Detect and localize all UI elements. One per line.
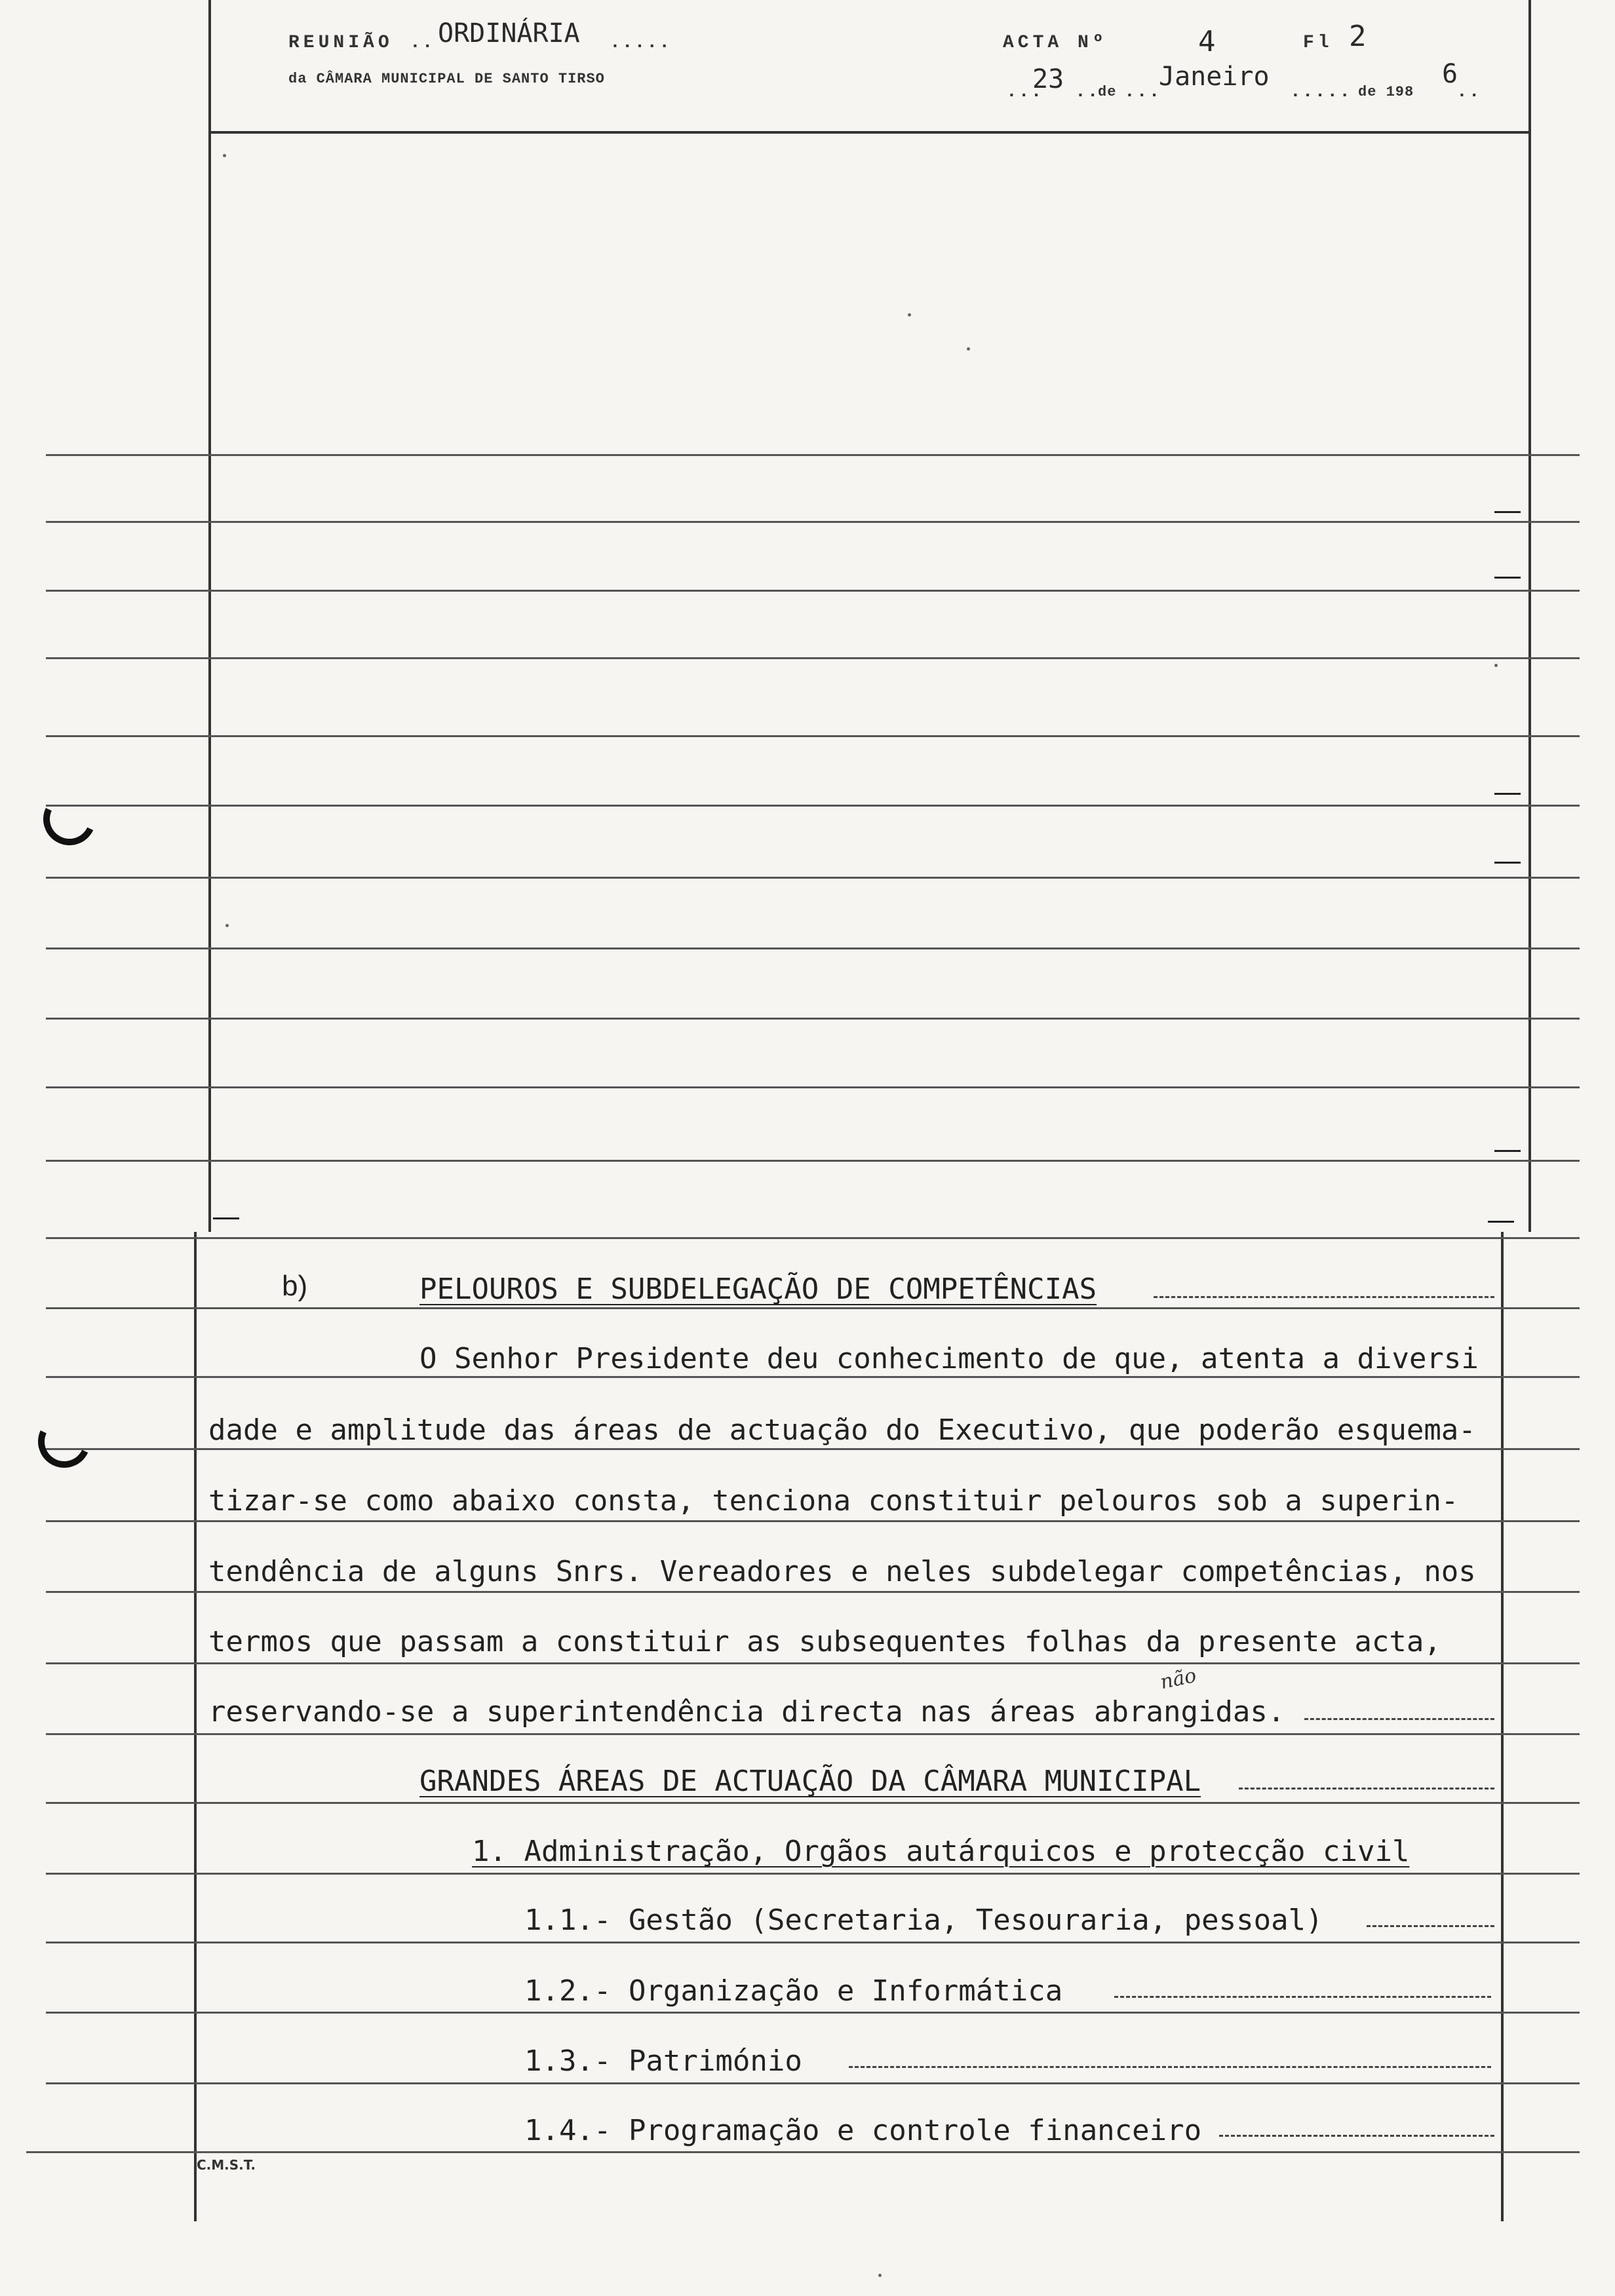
ruled-line [46,1520,1580,1522]
ruled-line [46,1448,1580,1450]
margin-tick [1494,793,1521,795]
paragraph-line-4: tendência de alguns Snrs. Vereadores e neles subdelegar competências, nos [208,1555,1476,1588]
date-de: de [1098,84,1117,100]
ruled-line [46,1376,1580,1378]
dotted-leader: ... [1124,82,1161,102]
ruled-line [46,1942,1580,1943]
margin-tick [1494,1150,1521,1152]
ruled-line [46,657,1580,659]
dash-leader [849,2066,1491,2068]
camara-label: da CÂMARA MUNICIPAL DE SANTO TIRSO [288,71,605,87]
dotted-leader: .. [1456,82,1481,102]
ruled-line [46,2082,1580,2084]
margin-tick [1494,577,1521,579]
margin-tick [1494,511,1521,513]
ruled-line [46,2012,1580,2014]
date-month: Janeiro [1159,62,1270,92]
dotted-leader: .. [1075,82,1100,102]
speck [225,924,229,927]
reuniao-label: REUNIÃO [288,33,393,53]
margin-tick [1488,1221,1514,1223]
item-1-4: 1.4.- Programação e controle financeiro [524,2114,1202,2147]
punch-hole-mark [36,786,104,853]
areas-title: GRANDES ÁREAS DE ACTUAÇÃO DA CÂMARA MUNICIPAL [419,1765,1201,1798]
item-1-3: 1.3.- Património [524,2044,802,2078]
ruled-line [46,1662,1580,1664]
ruled-line [46,1237,1580,1239]
right-margin-rule [1528,0,1531,1232]
left-margin-rule [208,0,211,1232]
ruled-line [46,735,1580,737]
paragraph-line-3: tizar-se como abaixo consta, tenciona constituir pelouros sob a superin- [208,1484,1459,1518]
ruled-line [46,1802,1580,1804]
ruled-line [46,1018,1580,1020]
ruled-line [26,2151,1580,2153]
dash-leader [1114,1996,1491,1998]
paragraph-line-1: O Senhor Presidente deu conhecimento de que, atenta a diversi [419,1342,1479,1375]
right-margin-rule-lower [1501,1232,1504,2221]
ruled-line [46,877,1580,879]
section-letter: b) [282,1270,308,1302]
dash-leader [1304,1718,1494,1720]
item-1-2: 1.2.- Organização e Informática [524,1974,1063,2008]
speck [878,2274,882,2277]
ruled-line [46,947,1580,949]
speck [1494,664,1498,667]
speck [967,347,970,351]
dotted-leader: .. [410,33,435,53]
ruled-line [46,454,1580,456]
handwritten-margin-note: não [1158,1664,1199,1694]
dotted-leader: ..... [1290,82,1352,102]
acta-label: ACTA Nº [1003,33,1108,53]
margin-tick [1494,862,1521,864]
ruled-line [46,805,1580,807]
dotted-leader: ..... [610,33,672,53]
reuniao-type: ORDINÁRIA [438,18,580,48]
ruled-line [46,1307,1580,1309]
left-margin-rule-lower [194,1232,197,2221]
ruled-line [46,1591,1580,1593]
dash-leader [1154,1296,1494,1298]
paragraph-line-2: dade e amplitude das áreas de actuação do Executivo, que poderão esquema- [208,1413,1476,1447]
ruled-line [46,590,1580,592]
date-year-digit: 6 [1442,59,1458,89]
acta-number: 4 [1198,25,1216,58]
dash-leader [1219,2135,1494,2137]
speck [223,154,226,157]
area-1-heading: 1. Administração, Orgãos autárquicos e protecção civil [472,1835,1410,1868]
folha-number: 2 [1349,20,1367,53]
date-de-198: de 198 [1358,84,1414,100]
punch-hole-mark [31,1408,98,1476]
margin-tick [213,1217,239,1219]
dash-leader [1367,1925,1494,1927]
stamp-cmst: C.M.S.T. [197,2157,256,2173]
ruled-line [46,1873,1580,1875]
ruled-line [46,521,1580,523]
date-day: 23 [1032,64,1064,94]
item-1-1: 1.1.- Gestão (Secretaria, Tesouraria, pessoal) [524,1904,1323,1937]
ruled-line [46,1086,1580,1088]
dotted-leader: ... [1006,82,1043,102]
ruled-line [46,1160,1580,1162]
header-rule [208,131,1531,134]
folha-label: Fl [1303,33,1333,53]
speck [908,313,911,316]
paragraph-line-5: termos que passam a constituir as subsequentes folhas da presente acta, [208,1625,1441,1658]
section-title: PELOUROS E SUBDELEGAÇÃO DE COMPETÊNCIAS [419,1272,1097,1306]
ruled-line [46,1733,1580,1735]
dash-leader [1239,1788,1494,1789]
paragraph-line-6: reservando-se a superintendência directa nas áreas abrangidas. [208,1695,1285,1729]
